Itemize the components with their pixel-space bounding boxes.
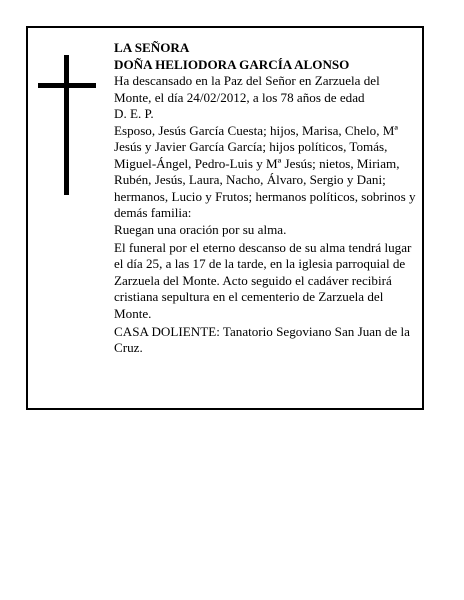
family-list: Esposo, Jesús García Cuesta; hijos, Marisa, Chelo, Mª Jesús y Javier García García; hijos políticos, Tomás, Miguel-Ángel, Pedro-Luis y Mª Jesús; nietos, Miriam, Rubén, Jesús, Laura, Nacho, Álvaro, Sergio y Dani; hermanos, Lucio y Frutos; hermanos políticos, sobrinos y demás familia: (114, 122, 416, 220)
deceased-name: DOÑA HELIODORA GARCÍA ALONSO (114, 56, 350, 72)
cross-icon (64, 55, 69, 195)
title-line-1: LA SEÑORA (114, 40, 190, 55)
dep-line: D. E. P. (114, 106, 154, 121)
funeral-details: El funeral por el eterno descanso de su alma tendrá lugar el día 25, a las 17 de la tarde, en la iglesia parroquial de Zarzuela del Monte. Acto seguido el cadáver recibirá cristiana sepultura en el cementerio de Zarzuela del Monte. (114, 239, 412, 321)
cross-icon-bar (38, 83, 96, 88)
obituary-text (114, 40, 418, 357)
mourning-house: CASA DOLIENTE: Tanatorio Segoviano San Juan de la Cruz. (114, 323, 410, 355)
prayer-request: Ruegan una oración por su alma. (114, 221, 287, 237)
rest-statement: Ha descansado en la Paz del Señor en Zarzuela del Monte, el día 24/02/2012, a los 78 años de edad (114, 73, 380, 105)
